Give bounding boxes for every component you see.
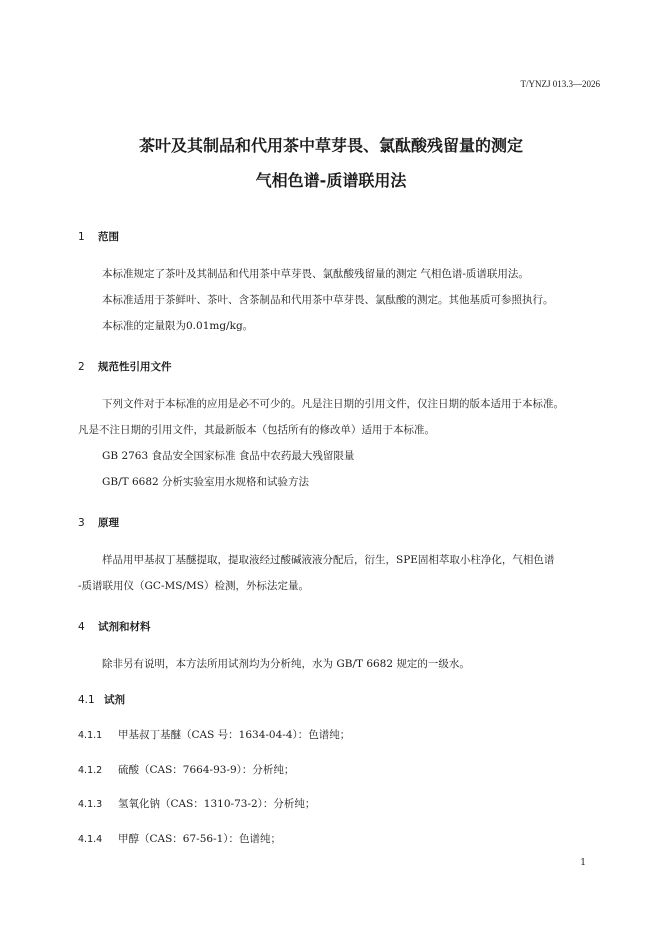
section-number: 1	[78, 231, 85, 243]
item-text: 氢氧化钠（CAS：1310-73-2）：分析纯；	[118, 798, 316, 810]
subsection-title: 试剂	[104, 694, 125, 706]
reagent-item	[78, 831, 281, 846]
item-text: 甲醇（CAS：67-56-1）：色谱纯；	[118, 833, 282, 845]
item-number: 4.1.3	[78, 799, 103, 810]
paragraph: 本标准适用于茶鲜叶、茶叶、含茶制品和代用茶中草芽畏、氯酞酸的测定。其他基质可参照执行。	[102, 294, 554, 306]
item-text: 甲基叔丁基醚（CAS 号：1634-04-4）：色谱纯；	[118, 729, 351, 741]
reference-item: GB/T 6682 分析实验室用水规格和试验方法	[102, 476, 310, 488]
section-heading-scope	[78, 229, 119, 244]
section-heading-principle	[78, 515, 119, 530]
paragraph: 下列文件对于本标准的应用是必不可少的。凡是注日期的引用文件，仅注日期的版本适用于本标准。	[102, 398, 564, 410]
document-title: 茶叶及其制品和代用茶中草芽畏、氯酞酸残留量的测定	[138, 136, 523, 155]
document-subtitle: 气相色谱-质谱联用法	[255, 171, 407, 190]
subsection-heading-reagents	[78, 692, 125, 707]
standard-code: T/YNZJ 013.3—2026	[520, 79, 600, 89]
section-title: 原理	[98, 517, 119, 529]
paragraph: 本标准的定量限为0.01mg/kg。	[102, 320, 254, 332]
section-heading-normative-references	[78, 359, 172, 374]
paragraph: 除非另有说明，本方法所用试剂均为分析纯，水为 GB/T 6682 规定的一级水。	[102, 658, 470, 670]
subsection-number: 4.1	[78, 694, 95, 706]
section-number: 2	[78, 361, 85, 373]
paragraph-continuation: 凡是不注日期的引用文件，其最新版本（包括所有的修改单）适用于本标准。	[78, 424, 435, 436]
section-heading-reagents	[78, 619, 151, 634]
item-number: 4.1.4	[78, 834, 103, 845]
reagent-item	[78, 762, 294, 777]
section-title: 试剂和材料	[98, 621, 151, 633]
reference-item: GB 2763 食品安全国家标准 食品中农药最大残留限量	[102, 450, 355, 462]
paragraph-continuation: -质谱联用仪（GC-MS/MS）检测，外标法定量。	[78, 580, 309, 592]
item-number: 4.1.1	[78, 730, 103, 741]
item-text: 硫酸（CAS：7664-93-9）：分析纯；	[118, 764, 295, 776]
reagent-item	[78, 727, 350, 742]
section-number: 3	[78, 517, 85, 529]
section-number: 4	[78, 621, 85, 633]
page-number: 1	[580, 858, 586, 868]
section-title: 范围	[98, 231, 119, 243]
item-number: 4.1.2	[78, 765, 103, 776]
paragraph: 本标准规定了茶叶及其制品和代用茶中草芽畏、氯酞酸残留量的测定 气相色谱-质谱联用法。	[102, 268, 529, 280]
paragraph: 样品用甲基叔丁基醚提取，提取液经过酸碱液液分配后，衍生，SPE固相萃取小柱净化，气相色谱	[102, 554, 555, 566]
reagent-item	[78, 796, 315, 811]
section-title: 规范性引用文件	[98, 361, 172, 373]
